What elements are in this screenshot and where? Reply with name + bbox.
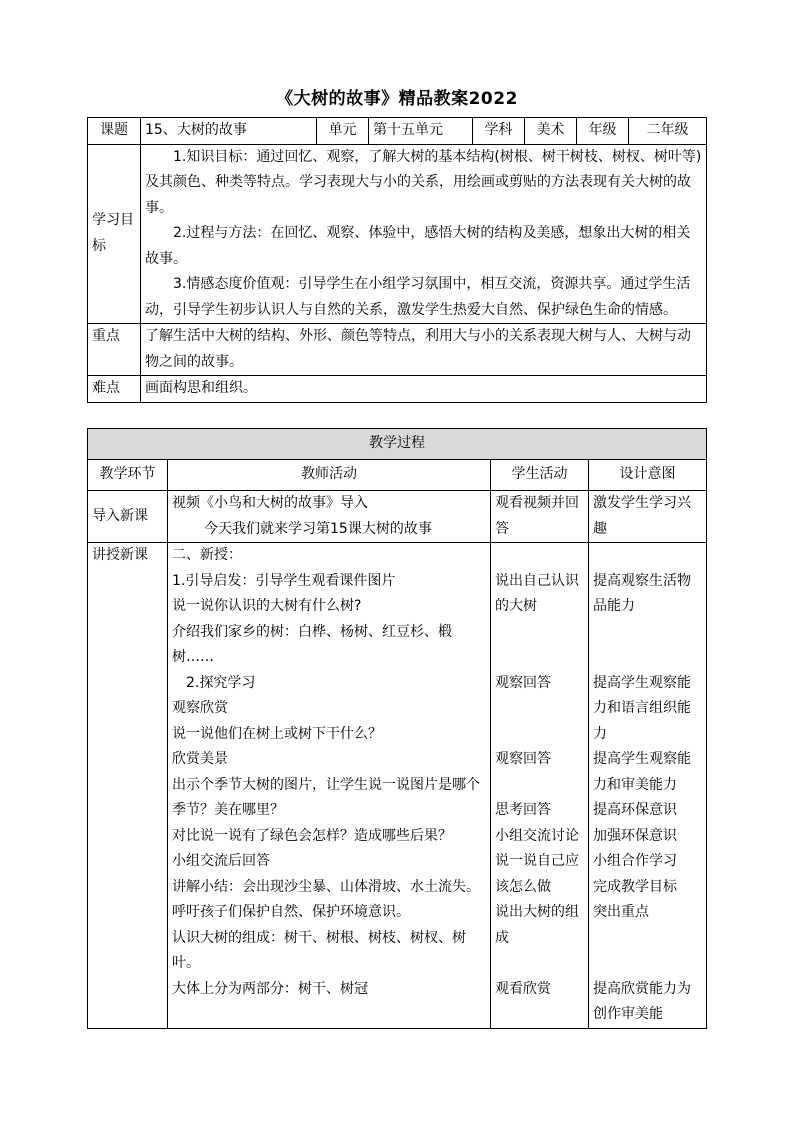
lecture-stage: 讲授新课	[88, 543, 168, 1029]
teacher-line: 小组交流后回答	[172, 853, 270, 869]
subject-value: 美术	[525, 118, 577, 145]
objectives-content	[141, 144, 707, 324]
intro-row	[88, 491, 707, 543]
intro-intent: 激发学生学习兴趣	[589, 491, 707, 543]
grade-label: 年级	[577, 118, 629, 145]
column-intent: 设计意图	[589, 460, 707, 491]
objective-item: 3.情感态度价值观：引导学生在小组学习氛围中，相互交流，资源共享。通过学生活动，引导学生初步认识人与自然的关系，激发学生热爱大自然、保护绿色生命的情感。	[145, 276, 691, 318]
student-line: 观察回答	[495, 751, 551, 767]
topic-label: 课题	[88, 118, 141, 145]
intro-teacher-line: 视频《小鸟和大树的故事》导入	[172, 495, 368, 511]
student-line: 观看欣赏	[495, 980, 551, 997]
lecture-row	[88, 543, 707, 1029]
process-header: 教学过程	[88, 429, 707, 460]
process-header-row	[88, 429, 707, 460]
difficult-points-row	[88, 376, 707, 403]
student-line: 小组交流讨论说一说自己应该怎么做	[495, 827, 579, 895]
objective-item: 2.过程与方法：在回忆、观察、体验中，感悟大树的结构及美感，想象出大树的相关故事。	[145, 225, 691, 267]
teacher-line: 观察欣赏	[172, 700, 228, 716]
key-points-label: 重点	[88, 324, 141, 376]
process-columns-row	[88, 460, 707, 491]
teacher-line: 讲解小结：会出现沙尘暴、山体滑坡、水土流失。	[172, 878, 480, 895]
teacher-line: 介绍我们家乡的树：白桦、杨树、红豆杉、椴树……	[172, 623, 452, 665]
intent-line: 突出重点	[593, 904, 649, 920]
lecture-intent	[589, 543, 707, 1029]
objectives-row	[88, 144, 707, 324]
intent-line: 提高观察生活物品能力	[593, 572, 691, 614]
unit-label: 单元	[317, 118, 369, 145]
info-row	[88, 118, 707, 145]
intent-line: 加强环保意识	[593, 827, 677, 844]
topic-value: 15、大树的故事	[141, 118, 317, 145]
teacher-line: 认识大树的组成：树干、树根、树枝、树杈、树叶。	[172, 929, 466, 971]
student-line: 说出自己认识的大树	[495, 572, 579, 614]
intent-line: 提高欣赏能力为创作审美能	[593, 980, 691, 1022]
subject-label: 学科	[473, 118, 525, 145]
intro-stage: 导入新课	[88, 491, 168, 543]
teacher-line: 1.引导启发：引导学生观看课件图片	[172, 572, 396, 589]
teacher-line: 对比说一说有了绿色会怎样？造成哪些后果？	[172, 827, 452, 844]
teacher-line: 欣赏美景	[172, 751, 228, 767]
teacher-line: 2.探究学习	[186, 674, 256, 691]
lecture-student	[491, 543, 589, 1029]
intro-teacher-line: 今天我们就来学习第15课大树的故事	[204, 520, 432, 537]
objective-item: 1.知识目标：通过回忆、观察，了解大树的基本结构(树根、树干树枝、树杈、树叶等)及其颜色、种类等特点。学习表现大与小的关系，用绘画或剪贴的方法表现有关大树的故事。	[145, 148, 702, 216]
teaching-process-table	[87, 428, 707, 1029]
key-points-text: 了解生活中大树的结构、外形、颜色等特点，利用大与小的关系表现大树与人、大树与动物之间的故事。	[141, 324, 707, 376]
teacher-line: 呼吁孩子们保护自然、保护环境意识。	[172, 904, 410, 920]
intent-line: 提高学生观察能力和审美能力	[593, 751, 691, 793]
intent-line: 提高环保意识	[593, 802, 677, 818]
column-stage: 教学环节	[88, 460, 168, 491]
intro-teacher	[168, 491, 491, 543]
intent-line: 小组合作学习	[593, 853, 677, 869]
teacher-line: 说一说你认识的大树有什么树?	[172, 598, 362, 614]
teacher-line: 二、新授：	[172, 547, 242, 563]
unit-value: 第十五单元	[369, 118, 473, 145]
column-student: 学生活动	[491, 460, 589, 491]
intro-student: 观看视频并回答	[491, 491, 589, 543]
intent-line: 完成教学目标	[593, 878, 677, 895]
student-line: 思考回答	[495, 802, 551, 818]
difficult-points-text: 画面构思和组织。	[141, 376, 707, 403]
teacher-line: 大体上分为两部分：树干、树冠	[172, 980, 368, 997]
difficult-points-label: 难点	[88, 376, 141, 403]
teacher-line: 出示个季节大树的图片，让学生说一说图片是哪个季节？美在哪里？	[172, 776, 480, 818]
page-title: 《大树的故事》精品教案2022	[276, 89, 518, 109]
intent-line: 提高学生观察能力和语言组织能力	[593, 674, 691, 742]
lesson-info-table	[87, 117, 707, 403]
student-line: 观察回答	[495, 674, 551, 691]
objectives-label: 学习目标	[88, 144, 141, 324]
student-line: 说出大树的组成	[495, 904, 579, 946]
lecture-teacher	[168, 543, 491, 1029]
key-points-row	[88, 324, 707, 376]
column-teacher: 教师活动	[168, 460, 491, 491]
teacher-line: 说一说他们在树上或树下干什么？	[172, 725, 382, 742]
grade-value: 二年级	[629, 118, 707, 145]
